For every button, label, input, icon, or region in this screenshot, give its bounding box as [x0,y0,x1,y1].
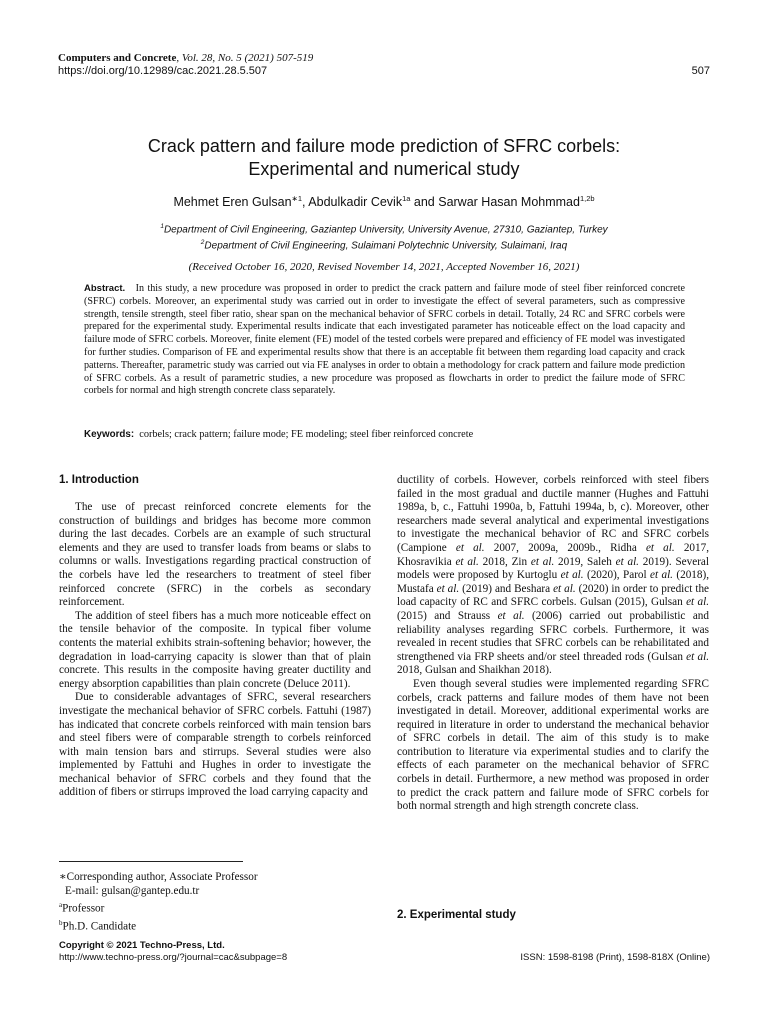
doi-link[interactable]: https://doi.org/10.12989/cac.2021.28.5.507 [58,65,268,77]
affiliations [60,220,708,253]
et-al: et al. [455,541,485,554]
section-heading-introduction: 1. Introduction [59,474,139,486]
footnote-text: Ph.D. Candidate [62,920,137,933]
abstract-text: In this study, a new procedure was proposed in order to predict the crack pattern and failure mode of steel fiber reinforced concrete (SFRC) corbels. Moreover, an experimental study was carried out in order to investigate the effect of several parameters, such as compressive strength, tensile strength, steel fiber ratio, shear span on the mechanical behavior of SFRC corbels in detail. Totally, 24 RC and SFRC corbels were prepared for the experimental study. Experimental results indicate that each investigated parameter has noticeable effect on the load capacity and failure mode of SFRC corbels. Moreover, finite element (FE) model of the tested corbels were prepared and efficiency of FE model was investigated for further studies. Comparison of FE and experimental results show that there is an acceptable fit between them regarding load capacity and crack patterns. Thereafter, parametric study was carried out via FE analyses in order to obtain a methodology for crack pattern and failure mode prediction of SFRC corbels. As a result of parametric studies, a new procedure was proposed as flowcharts in order to predict the failure mode of SFRC corbels for normal and high strength concrete class separately. [84,283,685,397]
received-dates: (Received October 16, 2020, Revised November 14, 2021, Accepted November 16, 2021) [188,261,580,273]
journal-url-link[interactable]: http://www.techno-press.org/?journal=cac&subpage=8 [59,952,288,963]
left-column [59,501,371,800]
text-run: 2019, Saleh [554,555,616,568]
text-run: (2020) in order to predict the load capacity of RC and SFRC corbels. Gulsan (2015), Gulsan [397,582,709,609]
body-paragraph [397,474,709,678]
affiliation-text: Department of Civil Engineering, Gaziantep University, University Avenue, 27310, Gaziantep, Turkey [163,224,608,236]
affiliation-number: 1 [160,223,164,230]
footnote-b [59,916,258,934]
keywords-text: corbels; crack pattern; failure mode; FE modeling; steel fiber reinforced concrete [139,429,474,440]
right-column [397,474,709,814]
author-separator: , [302,195,309,210]
text-run: 2017, Khosravikia [397,541,709,568]
text-run: 2007, 2009a, 2009b., Ridha [484,541,646,554]
title-line-1: Crack pattern and failure mode prediction of SFRC corbels: [147,136,621,156]
affiliation-line [60,220,708,236]
text-run: (2018), Mustafa [397,569,709,595]
body-paragraph: Even though several studies were implemented regarding SFRC corbels, crack patterns and failure modes of them have not been investigated in detail. Moreover, additional experimental works are required in literature in order to understand the mechanical behavior of SFRC corbels in detail. The aim of this study is to make contribution to literature via experimental studies and to clarify the effects of each parameter on the mechanical behavior of SFRC corbels in detail. Furthermore, a new method was proposed in order to predict the crack pattern and failure mode of SFRC corbels for both normal strength and high strength concrete class. [397,677,709,813]
section-heading-experimental-study: 2. Experimental study [397,909,516,921]
author-list [60,191,708,210]
journal-name: Computers and Concrete [58,52,177,64]
journal-citation [58,52,313,65]
body-paragraph: The addition of steel fibers has a much more noticeable effect on the tensile behavior of the composite. In typical fiber volume contents the material exhibits strain-softening behavior; however, the degradation in load-carrying capacity is slower than that of plain concrete. This results in the composite having greater ductility and energy absorption capabilities than plain concrete (Deluce 2011). [59,609,371,690]
text-run: (2019) and Beshara [459,582,554,595]
footnote-mark: b [59,918,63,927]
footnote-a [59,898,258,916]
affiliation-number: 2 [200,239,205,247]
text-run: 2018, Zin [478,555,531,568]
footnote-mark: a [59,901,63,909]
et-al: et al. [530,555,555,568]
abstract [84,283,685,398]
footnote-text: Professor [62,902,105,915]
text-run: (2015) and Strauss [397,609,498,622]
et-al: et al. [497,609,525,622]
affiliation-line [60,236,708,252]
body-paragraph: The use of precast reinforced concrete elements for the construction of buildings and bridges has become more common during the last decades. Corbels are an example of such structural elements and they are used to transfer loads from beams or slabs to columns or walls. Investigations regarding practical construction of the corbels have led the researchers to treatment of steel fiber reinforced concrete (SFRC) in the corbels as secondary reinforcement. [59,501,371,609]
author-name: Abdulkadir Cevik [308,195,403,210]
et-al: et al. [436,582,460,595]
author-name: Mehmet Eren Gulsan [173,195,292,210]
et-al: et al. [615,555,639,568]
copyright-notice: Copyright © 2021 Techno-Press, Ltd. [59,940,225,951]
body-paragraph: Due to considerable advantages of SFRC, several researchers investigate the mechanical behavior of SFRC corbels. Fattuhi (1987) has indicated that concrete corbels reinforced with main tension bars and steel fibers were of comparable strength to corbels reinforced with main tension bars and stirrups. Several studies were also implemented by Fattuhi and Hughes in order to investigate the mechanical behavior of SFRC corbels and they found that the addition of fibers or stirrups improved the load carrying capacity and [59,691,371,799]
keywords-label: Keywords: [84,429,135,440]
author-name: Sarwar Hasan Mohmmad [438,195,580,210]
footnotes [59,870,258,933]
et-al: et al. [645,541,675,554]
author-separator: and [410,195,439,210]
et-al: et al. [455,555,479,568]
page-number: 507 [691,65,710,77]
text-run: ductility of corbels. However, corbels reinforced with steel fibers failed in the most gradual and ductile manner (Hughes and Fattuhi 1989a, b, c., Fattuhi 1990a, b, Fattuhi 1994a, b, c). Moreover, other researchers made several analytical and experimental investigations to investigate the mechanical behavior of RC and SFRC corbels (Campione [397,474,709,554]
footnote-corresponding-author: ∗Corresponding author, Associate Professor [59,871,258,883]
author-affiliation-mark: ∗1 [291,194,303,203]
abstract-label: Abstract. [84,283,126,294]
text-run: 2019). Several models were proposed by Kurtoglu [397,555,709,582]
issn: ISSN: 1598-8198 (Print), 1598-818X (Online) [520,952,710,963]
footnote-divider [59,861,243,862]
text-run: (2020), Parol [583,569,651,582]
et-al: et al. [686,596,710,609]
journal-volume: , Vol. 28, No. 5 (2021) 507-519 [176,52,314,64]
title-line-2: Experimental and numerical study [248,159,520,179]
text-run: 2018, Gulsan and Shaikhan 2018). [397,664,552,677]
footnote-email[interactable]: E-mail: gulsan@gantep.edu.tr [65,885,200,897]
author-affiliation-mark: 1,2b [579,194,595,203]
affiliation-text: Department of Civil Engineering, Sulaimani Polytechnic University, Sulaimani, Iraq [204,240,568,252]
text-run: (2006) carried out probabilistic and reliability analyses regarding SFRC corbels. Furthermore, it was revealed in recent studies that SFRC corbels can be rehabilitated and strengthened via FRP sheets and/or steel threaded rods (Gulsan [397,609,709,663]
et-al: et al. [553,582,576,595]
paper-title [60,135,708,181]
et-al: et al. [686,650,709,663]
author-affiliation-mark: 1a [402,194,411,203]
et-al: et al. [650,569,673,582]
keywords [84,428,685,441]
et-al: et al. [560,569,584,582]
